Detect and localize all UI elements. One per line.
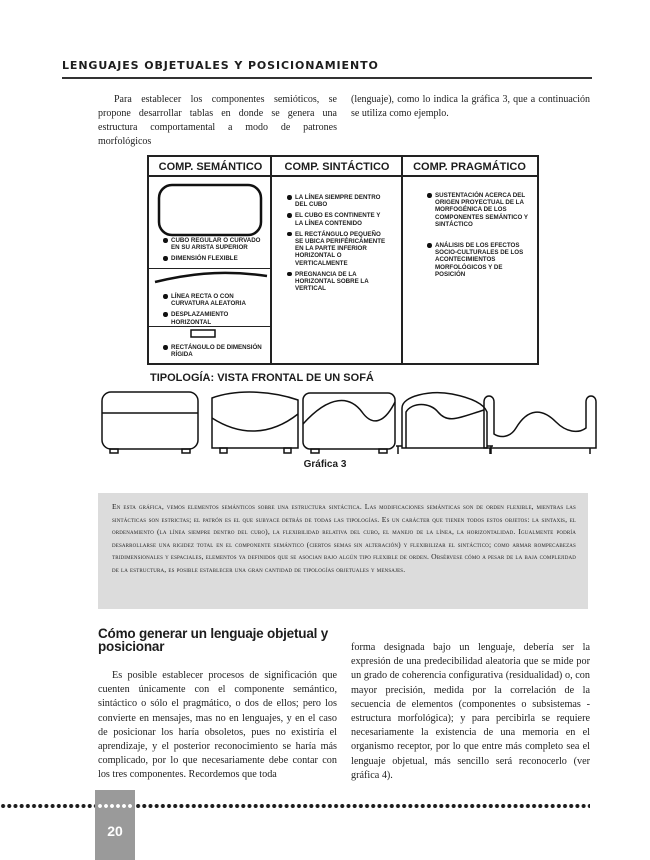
page-number: 20	[107, 823, 123, 839]
semantic-row-divider-1	[149, 268, 270, 269]
note-box	[98, 493, 588, 609]
list-item: LA LÍNEA SIEMPRE DENTRO DEL CUBO	[287, 194, 387, 208]
page-number-tab	[95, 790, 135, 860]
section-column-right	[351, 641, 590, 783]
note-text: En esta gráfica, vemos elementos semánticos sobre una estructura sintáctica. Las modificaciones semánticas son de orden flexible, mientras las sintácticas son estrictas; el patrón es el que subyace detrás de todas las tipologías. Es un carácter que tienen todos estos objetos: la sintaxis, el ordenamiento (la línea siempre dentro del cubo), la flexibilidad relativa del cubo, el manejo de la línea, la horizontalidad. Igualmente podría desarrollarse una rigidez total en el componente semántico (ciertos semas sin alteración) y flexibilizar el sintáctico; como armar rompecabezas tridimensionales y espaciales, elementos ya definidos que se asocian bajo algún tipo flexible de orden. Obsérvese cómo a pesar de la baja complejidad de la estructura, es posible establecer una gran cantidad de tipologías objetuales y mensajes.	[112, 502, 576, 574]
page-tab-dots	[97, 803, 133, 809]
list-item: DIMENSIÓN FLEXIBLE	[163, 255, 263, 262]
sofa-2-illustration	[212, 392, 298, 453]
section-paragraph-right: forma designada bajo un lenguaje, debería ser la expresión de una predecibilidad aleatoria que se mide por un grado de coherencia configurativa (residualidad) o, con mayor precisión, medida por la correlación de la secuencia de elementos (componentes o subsistemas - estructura morfológica); y para percibirla se requiere necesariamente la existencia de una memoria en el organismo receptor, por lo que entre más completo sea el lenguaje objetual, más sencillo será reconocerlo (ver gráfica 4).	[351, 642, 590, 781]
intro-paragraph-1: Para establecer los componentes semióticos, se propone desarrollar tablas en donde se genera una estructura comportamental a modo de patrones morfológicos	[98, 94, 337, 147]
semantic-list-3	[163, 344, 263, 362]
rounded-cube-shape	[159, 185, 261, 235]
figure-caption: Gráfica 3	[303, 459, 347, 470]
list-item: DESPLAZAMIENTO HORIZONTAL	[163, 311, 263, 325]
list-item: EL RECTÁNGULO PEQUEÑO SE UBICA PERIFÉRICAMENTE EN LA PARTE INFERIOR HORIZONTAL O VERTICALMENTE	[287, 231, 387, 267]
list-item: RECTÁNGULO DE DIMENSIÓN RÍGIDA	[163, 344, 263, 358]
header-sintactico: COMP. SINTÁCTICO	[272, 157, 402, 177]
sofa-5-illustration	[484, 396, 596, 454]
sofa-typologies	[100, 388, 610, 458]
syntactic-list	[287, 194, 387, 296]
footer-dots-right	[135, 803, 590, 809]
semantic-list-2	[163, 293, 263, 330]
sofa-1-illustration	[102, 392, 198, 453]
small-rectangle-shape	[191, 330, 215, 337]
list-item: ANÁLISIS DE LOS EFECTOS SOCIO-CULTURALES DE LOS ACONTECIMIENTOS MORFOLÓGICOS Y DE POSICIÓN	[427, 242, 533, 278]
header-rule	[62, 77, 592, 79]
intro-paragraph-2: (lenguaje), como lo indica la gráfica 3, que a continuación se utiliza como ejemplo.	[351, 94, 590, 119]
intro-column-left	[98, 93, 337, 149]
semantic-shapes	[149, 175, 270, 365]
section-paragraph-left: Es posible establecer procesos de significación que cuenten únicamente con el componente semántico, sintáctico o sólo el pragmático, o dos de ellos; pero los convierte en mensajes, mas no en lenguajes, y en el caso de posicionar los haría obsoletos, pues no existiría el aprendizaje, y el posterior reconocimiento se haría más complicado, por lo que necesariamente debe contar con los tres componentes. Recordemos que toda	[98, 670, 337, 781]
header-semantico: COMP. SEMÁNTICO	[149, 157, 272, 177]
list-item: CUBO REGULAR O CURVADO EN SU ARISTA SUPERIOR	[163, 237, 263, 251]
column-divider-2	[401, 157, 403, 363]
section-column-left	[98, 669, 337, 783]
list-item: SUSTENTACIÓN ACERCA DEL ORIGEN PROYECTUAL DE LA MORFOGÉNICA DE LOS COMPONENTES SEMÁNTICO Y SINTÁCTICO	[427, 192, 533, 228]
pragmatic-list	[427, 192, 533, 282]
sofa-4-illustration	[396, 393, 493, 454]
list-item: PREGNANCIA DE LA HORIZONTAL SOBRE LA VERTICAL	[287, 271, 387, 293]
section-title: Cómo generar un lenguaje objetual y posicionar	[98, 626, 329, 654]
tipologia-title: TIPOLOGÍA: VISTA FRONTAL DE UN SOFÁ	[150, 372, 374, 384]
components-table	[147, 155, 539, 365]
intro-column-right	[351, 93, 590, 121]
sofa-3-illustration	[303, 393, 395, 453]
list-item: LÍNEA RECTA O CON CURVATURA ALEATORIA	[163, 293, 263, 307]
header-pragmatico: COMP. PRAGMÁTICO	[402, 157, 537, 177]
footer-dots-left	[0, 803, 95, 809]
semantic-list-1	[163, 237, 263, 267]
list-item: EL CUBO ES CONTINENTE Y LA LÍNEA CONTENIDO	[287, 212, 387, 226]
curved-line-shape	[155, 273, 267, 282]
running-head: LENGUAJES OBJETUALES Y POSICIONAMIENTO	[62, 59, 379, 72]
column-divider-1	[270, 157, 272, 363]
